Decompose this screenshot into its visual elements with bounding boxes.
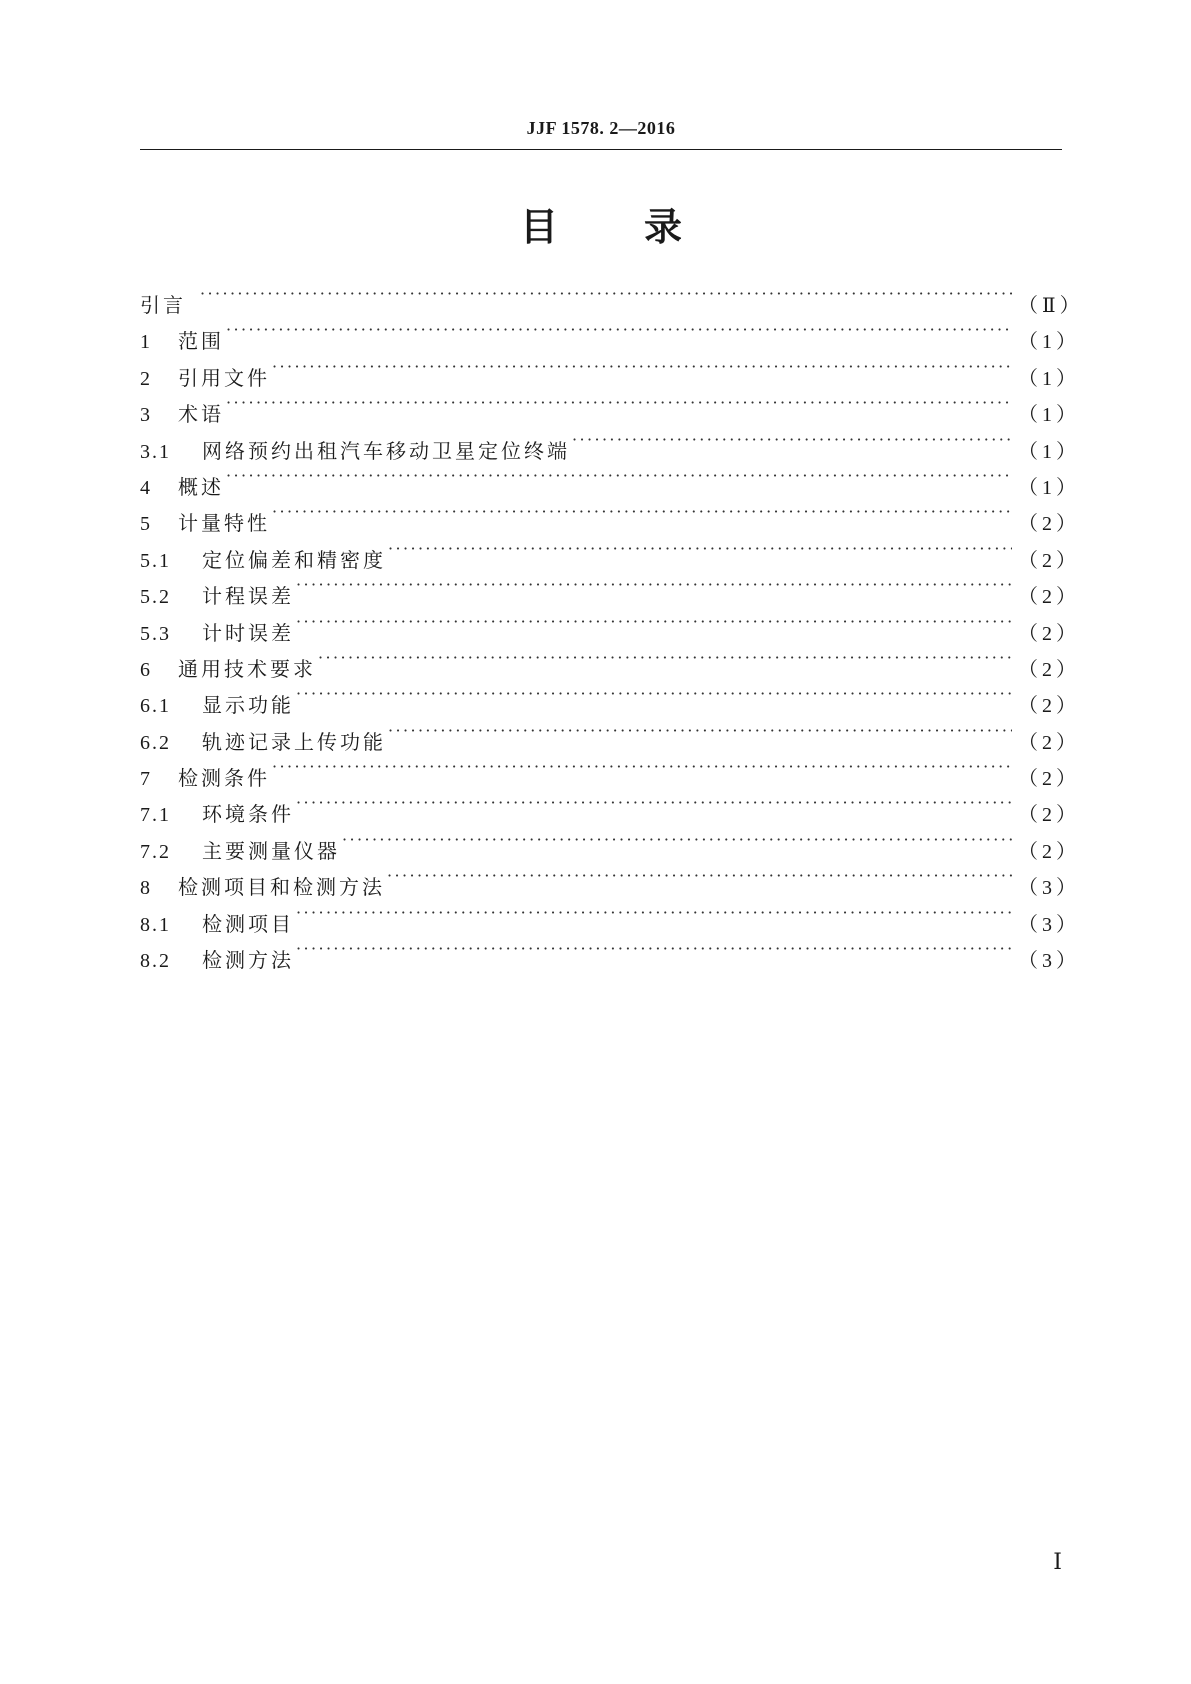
toc-leader-dots [226, 312, 1012, 348]
toc-entry-page: （2） [1018, 513, 1080, 536]
toc-entry-page: （3） [1018, 950, 1080, 973]
toc-entry-page: （1） [1018, 476, 1080, 499]
toc-entry-title: 定位偏差和精密度 [202, 547, 386, 572]
toc-entry-title: 检测项目和检测方法 [178, 875, 385, 900]
table-of-contents [140, 276, 1084, 973]
toc-leader-dots [388, 531, 1012, 567]
toc-leader-dots [572, 422, 1012, 458]
toc-entry-number: 6.2 [140, 731, 171, 754]
toc-entry-title: 计量特性 [178, 511, 270, 536]
toc-entry-title: 通用技术要求 [178, 656, 316, 681]
toc-entry-number: 6.1 [140, 695, 171, 718]
toc-entry-page: （2） [1018, 840, 1080, 863]
toc-entry-number: 7.1 [140, 804, 171, 827]
toc-entry-page: （2） [1018, 549, 1080, 572]
toc-leader-dots [272, 749, 1012, 785]
toc-entry-number: 5.2 [140, 586, 171, 609]
toc-leader-dots [296, 567, 1012, 603]
toc-leader-dots [388, 713, 1012, 749]
toc-entry-title: 检测项目 [202, 911, 294, 936]
toc-entry[interactable] [140, 494, 1080, 536]
toc-entry-page: （Ⅱ） [1018, 295, 1084, 317]
toc-leader-dots [296, 895, 1012, 931]
toc-entry-page: （1） [1018, 367, 1080, 390]
toc-leader-dots [296, 604, 1012, 640]
toc-entry-number: 4 [140, 476, 152, 499]
toc-entry-number: 5.1 [140, 549, 171, 572]
toc-entry-title: 术语 [178, 402, 224, 427]
toc-entry[interactable] [140, 385, 1080, 427]
toc-entry-number: 7 [140, 768, 152, 791]
header-divider [140, 149, 1062, 150]
toc-leader-dots [342, 822, 1012, 858]
toc-leader-dots [318, 640, 1012, 676]
toc-entry[interactable] [140, 531, 1080, 572]
toc-entry-title: 网络预约出租汽车移动卫星定位终端 [202, 438, 570, 463]
toc-entry-number: 7.2 [140, 840, 171, 863]
page-header-standard-code: JJF 1578. 2—2016 [526, 118, 676, 138]
toc-leader-dots [296, 676, 1012, 712]
toc-entry-page: （1） [1018, 331, 1080, 354]
toc-entry-page: （2） [1018, 586, 1080, 609]
toc-leader-dots [272, 494, 1012, 530]
toc-leader-dots [296, 931, 1012, 967]
toc-entry-page: （2） [1018, 768, 1080, 791]
page-title [140, 196, 1062, 251]
toc-leader-dots [200, 276, 1012, 312]
toc-leader-dots [272, 349, 1012, 385]
toc-entry-page: （1） [1018, 404, 1080, 427]
toc-entry-title: 计时误差 [202, 620, 294, 645]
toc-entry-number: 6 [140, 658, 152, 681]
toc-entry[interactable] [140, 312, 1080, 354]
toc-entry-title: 概述 [178, 474, 224, 499]
toc-entry-title: 检测条件 [178, 766, 270, 791]
toc-entry-page: （3） [1018, 913, 1080, 936]
toc-entry-title: 显示功能 [202, 693, 294, 718]
toc-entry-page: （2） [1018, 622, 1080, 645]
toc-entry-page: （2） [1018, 695, 1080, 718]
toc-entry-title: 轨迹记录上传功能 [202, 729, 386, 754]
toc-leader-dots [387, 858, 1012, 894]
toc-entry-page: （2） [1018, 804, 1080, 827]
toc-entry-page: （3） [1018, 877, 1080, 900]
toc-entry-number: 5.3 [140, 622, 171, 645]
toc-leader-dots [296, 785, 1012, 821]
toc-entry-title: 检测方法 [202, 948, 294, 973]
toc-entry-title: 引言 [140, 293, 186, 317]
toc-entry[interactable] [140, 349, 1080, 390]
toc-entry-number: 3.1 [140, 440, 171, 463]
toc-entry-number: 1 [140, 331, 152, 354]
toc-entry[interactable] [140, 458, 1080, 499]
toc-entry-title: 范围 [178, 329, 224, 354]
toc-entry-number: 3 [140, 404, 152, 427]
toc-entry[interactable] [140, 749, 1080, 791]
toc-entry-page: （2） [1018, 731, 1080, 754]
toc-entry-title: 引用文件 [178, 365, 270, 390]
toc-entry[interactable] [140, 422, 1080, 463]
title-char-1: 目 [519, 205, 558, 249]
toc-entry-page: （2） [1018, 658, 1080, 681]
toc-entry-number: 8.2 [140, 950, 171, 973]
toc-entry-title: 计程误差 [202, 584, 294, 609]
toc-leader-dots [226, 458, 1012, 494]
toc-entry-page: （1） [1018, 440, 1080, 463]
toc-entry-title: 环境条件 [202, 802, 294, 827]
toc-entry[interactable] [140, 276, 1084, 317]
toc-entry-number: 5 [140, 513, 152, 536]
toc-entry-title: 主要测量仪器 [202, 838, 340, 863]
toc-entry-number: 8 [140, 877, 152, 900]
page-number: Ⅰ [1053, 1549, 1062, 1574]
toc-entry-number: 2 [140, 367, 152, 390]
title-char-2: 录 [644, 205, 683, 249]
toc-entry[interactable] [140, 785, 1080, 827]
toc-entry-number: 8.1 [140, 913, 171, 936]
toc-leader-dots [226, 385, 1012, 421]
